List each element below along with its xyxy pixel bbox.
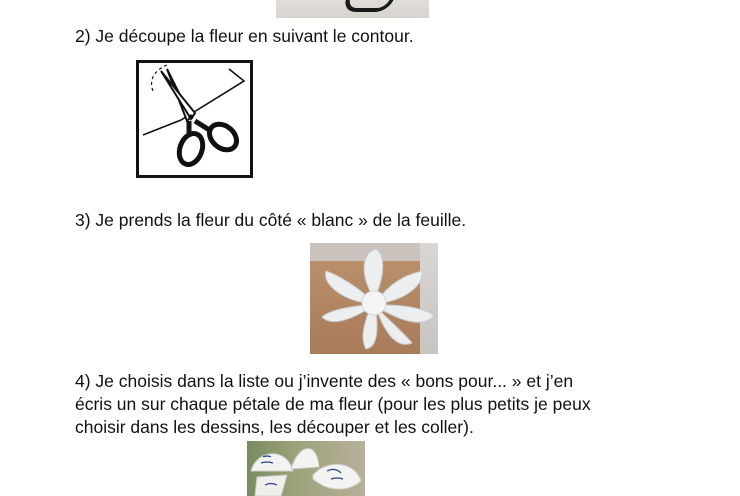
step-2-text: 2) Je découpe la fleur en suivant le contour. [75,26,414,46]
white-flower [310,243,438,354]
flower-photo [310,243,438,354]
photo-drawing-stroke [341,0,398,12]
step-3-text: 3) Je prends la fleur du côté « blanc » de la feuille. [75,210,467,230]
step-4-line-3: choisir dans les dessins, les découper et les coller). [75,417,474,437]
written-flower [247,441,365,496]
bottom-photo-fragment [247,441,365,496]
step-4-line-1: 4) Je choisis dans la liste ou j’invente des « bons pour... » et j’en [75,371,574,391]
scissors-icon [139,63,250,175]
step-4-line-2: écris un sur chaque pétale de ma fleur (pour les plus petits je peux [75,394,591,414]
top-photo-fragment [276,0,429,18]
scissors-pictogram [136,60,253,178]
